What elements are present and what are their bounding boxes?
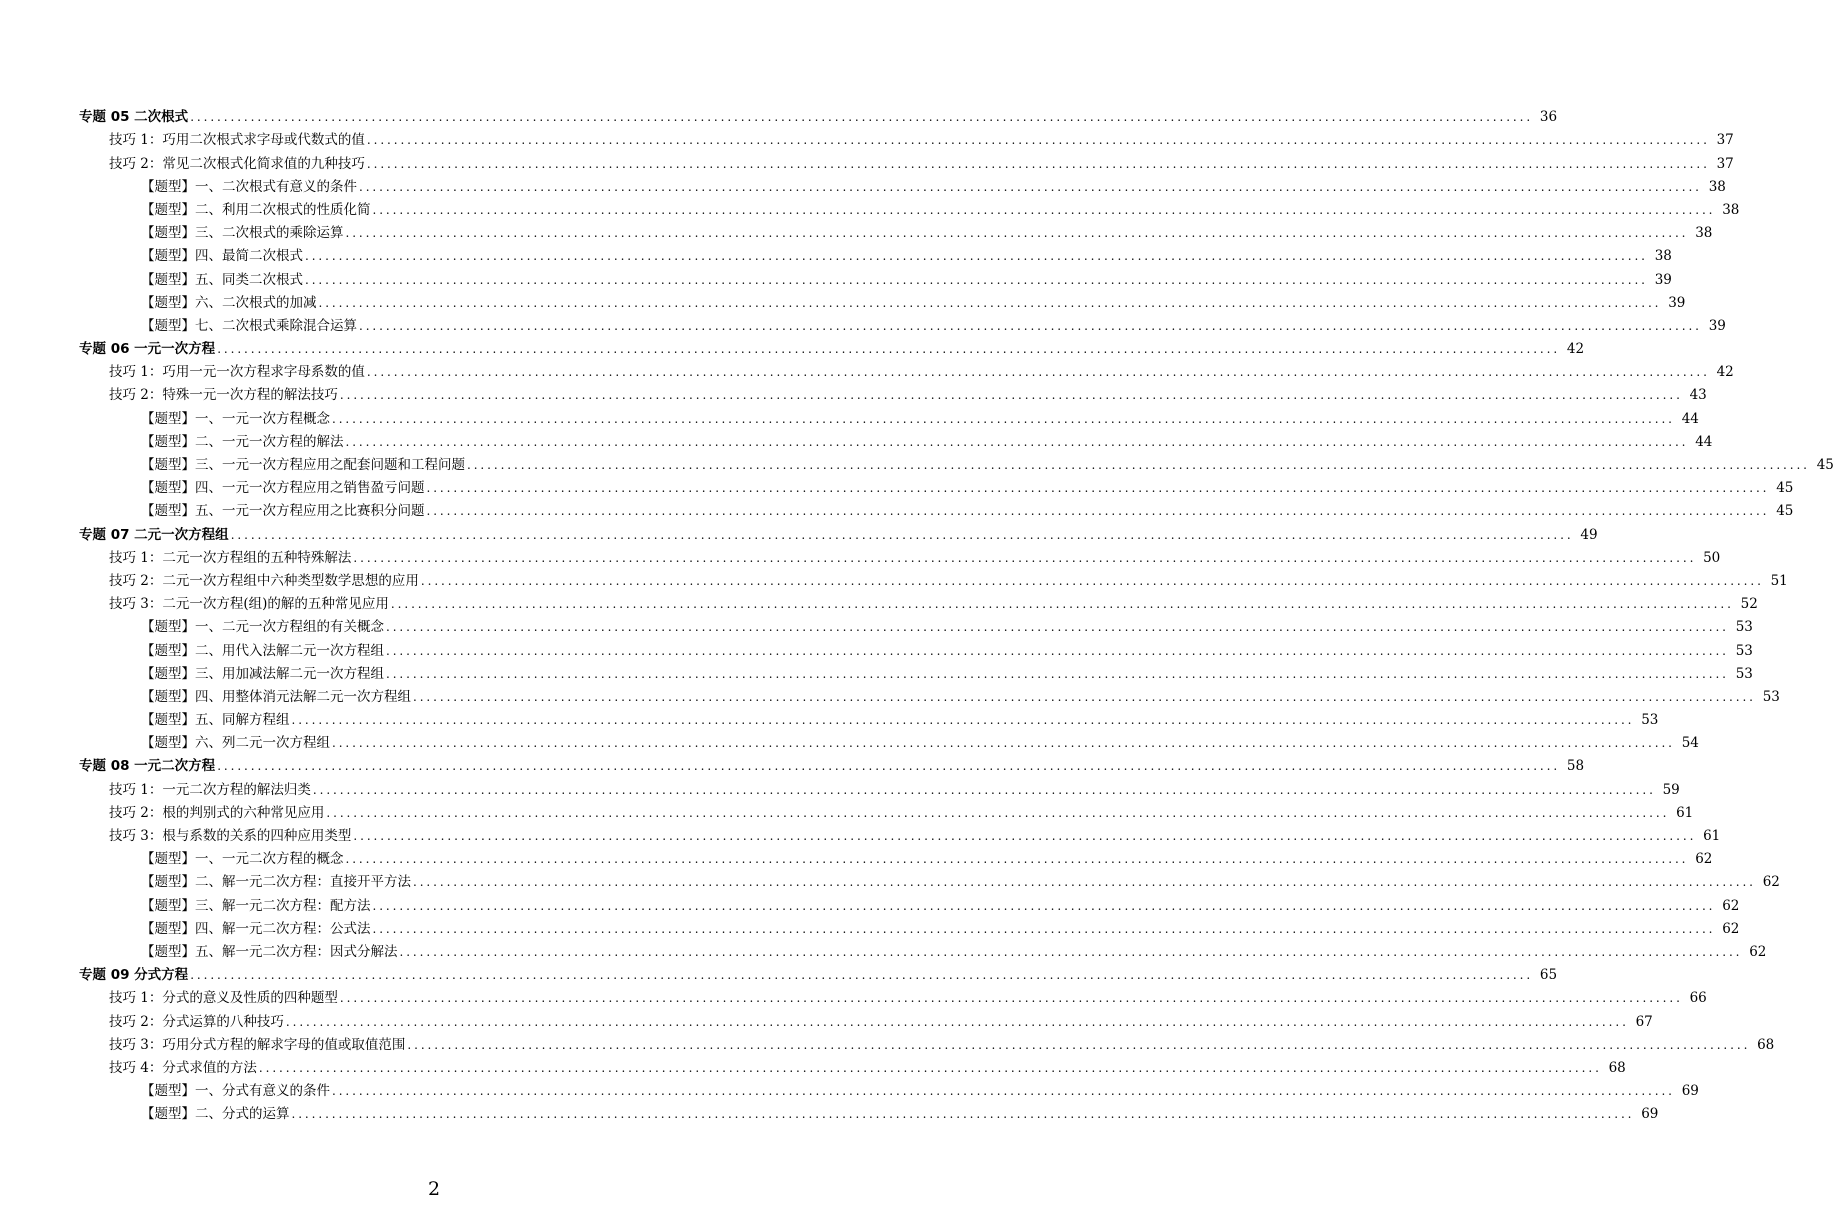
toc-entry-title: 技巧 3：巧用分式方程的解求字母的值或取值范围	[109, 1036, 406, 1053]
dot-leader: ........................................................................................................................................................................................................	[366, 133, 1710, 148]
toc-entry-page-number: 39	[1654, 271, 1672, 288]
dot-leader: ........................................................................................................................................................................................................	[332, 736, 1675, 751]
toc-technique-entry[interactable]	[0, 381, 1707, 404]
dot-leader: ........................................................................................................................................................................................................	[217, 759, 1561, 774]
toc-entry-page-number: 37	[1716, 155, 1734, 172]
toc-entry-page-number: 37	[1716, 132, 1734, 149]
toc-entry-title: 【题型】二、解一元二次方程：直接开平方法	[141, 874, 411, 891]
toc-question-type-entry[interactable]	[0, 845, 1713, 868]
toc-technique-entry[interactable]	[0, 984, 1707, 1007]
dot-leader: ........................................................................................................................................................................................................	[318, 295, 1662, 310]
dot-leader: ........................................................................................................................................................................................................	[345, 226, 1689, 241]
toc-entry-page-number: 39	[1668, 294, 1686, 311]
toc-question-type-entry[interactable]	[0, 428, 1713, 451]
toc-entry-title: 技巧 3：二元一次方程(组)的解的五种常见应用	[109, 596, 389, 613]
toc-entry-title: 【题型】一、二次根式有意义的条件	[141, 178, 357, 195]
toc-entry-title: 【题型】四、用整体消元法解二元一次方程组	[141, 688, 411, 705]
toc-question-type-entry[interactable]	[0, 474, 1794, 497]
toc-entry-title: 技巧 2：特殊一元一次方程的解法技巧	[109, 387, 338, 404]
toc-entry-page-number: 50	[1703, 549, 1721, 566]
dot-leader: ........................................................................................................................................................................................................	[291, 713, 1635, 728]
dot-leader: ........................................................................................................................................................................................................	[217, 342, 1561, 357]
toc-entry-title: 技巧 2：分式运算的八种技巧	[109, 1013, 284, 1030]
toc-question-type-entry[interactable]	[0, 173, 1726, 196]
toc-entry-page-number: 66	[1689, 990, 1707, 1007]
dot-leader: ........................................................................................................................................................................................................	[339, 991, 1683, 1006]
toc-chapter-entry[interactable]	[0, 961, 1558, 984]
dot-leader: ........................................................................................................................................................................................................	[372, 202, 1716, 217]
toc-entry-page-number: 42	[1716, 364, 1734, 381]
toc-entry-page-number: 42	[1566, 341, 1585, 358]
toc-technique-entry[interactable]	[0, 1031, 1775, 1054]
toc-technique-entry[interactable]	[0, 567, 1788, 590]
toc-question-type-entry[interactable]	[0, 915, 1740, 938]
toc-entry-page-number: 62	[1749, 943, 1767, 960]
toc-entry-page-number: 49	[1580, 526, 1598, 543]
toc-entry-title: 【题型】四、一元一次方程应用之销售盈亏问题	[141, 480, 425, 497]
dot-leader: ........................................................................................................................................................................................................	[407, 1037, 1751, 1052]
toc-entry-page-number: 43	[1689, 387, 1707, 404]
toc-chapter-entry[interactable]	[0, 103, 1558, 126]
toc-question-type-entry[interactable]	[0, 683, 1780, 706]
toc-entry-title: 【题型】七、二次根式乘除混合运算	[141, 317, 357, 334]
toc-entry-page-number: 52	[1740, 596, 1758, 613]
toc-question-type-entry[interactable]	[0, 729, 1699, 752]
toc-entry-title: 技巧 1：一元二次方程的解法归类	[109, 781, 311, 798]
toc-question-type-entry[interactable]	[0, 891, 1740, 914]
toc-entry-title: 【题型】一、二元一次方程组的有关概念	[141, 619, 384, 636]
dot-leader: ........................................................................................................................................................................................................	[332, 1084, 1675, 1099]
toc-entry-title: 【题型】一、一元二次方程的概念	[141, 851, 344, 868]
toc-question-type-entry[interactable]	[0, 636, 1753, 659]
toc-entry-title: 专题 09 分式方程	[79, 967, 189, 984]
toc-entry-title: 技巧 2：根的判别式的六种常见应用	[109, 804, 325, 821]
dot-leader: ........................................................................................................................................................................................................	[339, 388, 1683, 403]
dot-leader: ........................................................................................................................................................................................................	[467, 458, 1810, 472]
toc-entry-page-number: 61	[1676, 804, 1694, 821]
dot-leader: ........................................................................................................................................................................................................	[372, 898, 1716, 913]
toc-entry-title: 【题型】五、一元一次方程应用之比赛积分问题	[141, 503, 425, 520]
toc-entry-title: 技巧 1：巧用一元一次方程求字母系数的值	[109, 364, 365, 381]
dot-leader: ........................................................................................................................................................................................................	[359, 179, 1702, 194]
table-of-contents	[0, 103, 1834, 1123]
dot-leader: ........................................................................................................................................................................................................	[390, 597, 1734, 612]
toc-entry-title: 技巧 2：常见二次根式化简求值的九种技巧	[109, 155, 365, 172]
toc-entry-page-number: 53	[1735, 642, 1753, 659]
toc-technique-entry[interactable]	[0, 1054, 1626, 1077]
toc-entry-title: 专题 07 二元一次方程组	[79, 526, 229, 543]
dot-leader: ........................................................................................................................................................................................................	[426, 481, 1770, 496]
toc-entry-page-number: 53	[1762, 688, 1780, 705]
dot-leader: ........................................................................................................................................................................................................	[353, 829, 1697, 843]
toc-entry-page-number: 38	[1695, 225, 1713, 242]
toc-entry-title: 【题型】二、用代入法解二元一次方程组	[141, 642, 384, 659]
toc-question-type-entry[interactable]	[0, 451, 1834, 474]
toc-entry-page-number: 67	[1635, 1013, 1653, 1030]
dot-leader: ........................................................................................................................................................................................................	[190, 110, 1534, 125]
toc-entry-title: 【题型】五、同类二次根式	[141, 271, 303, 288]
toc-entry-page-number: 51	[1770, 572, 1788, 589]
toc-entry-page-number: 68	[1757, 1036, 1775, 1053]
toc-entry-page-number: 38	[1654, 248, 1672, 265]
dot-leader: ........................................................................................................................................................................................................	[312, 782, 1656, 797]
toc-question-type-entry[interactable]	[0, 1077, 1699, 1100]
toc-entry-page-number: 45	[1816, 457, 1834, 473]
toc-entry-title: 【题型】五、同解方程组	[141, 712, 290, 729]
dot-leader: ........................................................................................................................................................................................................	[190, 968, 1534, 983]
toc-chapter-entry[interactable]	[0, 752, 1585, 775]
dot-leader: ........................................................................................................................................................................................................	[413, 875, 1756, 890]
dot-leader: ........................................................................................................................................................................................................	[413, 689, 1756, 704]
toc-entry-title: 专题 06 一元一次方程	[79, 341, 216, 358]
toc-technique-entry[interactable]	[0, 799, 1694, 822]
toc-entry-page-number: 53	[1735, 619, 1753, 636]
toc-question-type-entry[interactable]	[0, 868, 1780, 891]
toc-chapter-entry[interactable]	[0, 520, 1598, 543]
toc-question-type-entry[interactable]	[0, 404, 1699, 427]
toc-technique-entry[interactable]	[0, 1007, 1653, 1030]
toc-question-type-entry[interactable]	[0, 1100, 1659, 1123]
toc-technique-entry[interactable]	[0, 822, 1721, 845]
dot-leader: ........................................................................................................................................................................................................	[399, 944, 1743, 959]
toc-question-type-entry[interactable]	[0, 613, 1753, 636]
toc-entry-title: 专题 05 二次根式	[79, 109, 189, 126]
dot-leader: ........................................................................................................................................................................................................	[372, 921, 1716, 936]
toc-entry-title: 【题型】二、利用二次根式的性质化简	[141, 201, 371, 218]
toc-question-type-entry[interactable]	[0, 706, 1659, 729]
dot-leader: ........................................................................................................................................................................................................	[386, 643, 1729, 658]
toc-entry-title: 【题型】六、列二元一次方程组	[141, 735, 330, 752]
dot-leader: ........................................................................................................................................................................................................	[353, 550, 1697, 565]
toc-entry-page-number: 38	[1708, 178, 1726, 195]
toc-entry-page-number: 62	[1722, 897, 1740, 914]
toc-entry-page-number: 61	[1703, 828, 1721, 844]
dot-leader: ........................................................................................................................................................................................................	[420, 573, 1764, 588]
toc-entry-title: 【题型】一、分式有意义的条件	[141, 1083, 330, 1100]
toc-technique-entry[interactable]	[0, 590, 1758, 613]
toc-entry-title: 【题型】三、解一元二次方程：配方法	[141, 897, 371, 914]
toc-entry-page-number: 44	[1695, 433, 1713, 450]
toc-entry-title: 【题型】三、二次根式的乘除运算	[141, 225, 344, 242]
toc-entry-page-number: 36	[1539, 109, 1558, 126]
toc-entry-page-number: 38	[1722, 201, 1740, 218]
page-number: 2	[427, 1178, 441, 1200]
toc-technique-entry[interactable]	[0, 149, 1734, 172]
toc-question-type-entry[interactable]	[0, 242, 1672, 265]
toc-entry-page-number: 59	[1662, 781, 1680, 798]
toc-entry-page-number: 45	[1776, 480, 1794, 497]
toc-entry-page-number: 58	[1566, 758, 1585, 775]
toc-entry-title: 【题型】四、解一元二次方程：公式法	[141, 920, 371, 937]
dot-leader: ........................................................................................................................................................................................................	[345, 434, 1689, 449]
toc-entry-title: 【题型】二、分式的运算	[141, 1106, 290, 1123]
toc-entry-title: 技巧 2：二元一次方程组中六种类型数学思想的应用	[109, 572, 419, 589]
toc-entry-title: 技巧 4：分式求值的方法	[109, 1059, 257, 1076]
toc-entry-title: 【题型】三、一元一次方程应用之配套问题和工程问题	[141, 457, 465, 473]
toc-technique-entry[interactable]	[0, 126, 1734, 149]
dot-leader: ........................................................................................................................................................................................................	[386, 620, 1729, 635]
toc-entry-page-number: 53	[1641, 712, 1659, 729]
dot-leader: ........................................................................................................................................................................................................	[386, 666, 1729, 681]
toc-question-type-entry[interactable]	[0, 265, 1672, 288]
toc-entry-title: 【题型】二、一元一次方程的解法	[141, 433, 344, 450]
toc-entry-title: 技巧 1：分式的意义及性质的四种题型	[109, 990, 338, 1007]
dot-leader: ........................................................................................................................................................................................................	[285, 1014, 1629, 1029]
dot-leader: ........................................................................................................................................................................................................	[366, 156, 1710, 171]
toc-question-type-entry[interactable]	[0, 289, 1686, 312]
toc-question-type-entry[interactable]	[0, 938, 1767, 961]
dot-leader: ........................................................................................................................................................................................................	[326, 805, 1670, 820]
toc-entry-title: 技巧 1：巧用二次根式求字母或代数式的值	[109, 132, 365, 149]
toc-entry-title: 技巧 3：根与系数的关系的四种应用类型	[109, 828, 352, 844]
toc-question-type-entry[interactable]	[0, 660, 1753, 683]
dot-leader: ........................................................................................................................................................................................................	[258, 1060, 1602, 1075]
toc-entry-title: 【题型】四、最简二次根式	[141, 248, 303, 265]
dot-leader: ........................................................................................................................................................................................................	[305, 249, 1648, 264]
toc-entry-title: 【题型】一、一元一次方程概念	[141, 410, 330, 427]
dot-leader: ........................................................................................................................................................................................................	[345, 852, 1689, 867]
toc-entry-page-number: 53	[1735, 665, 1753, 682]
toc-entry-page-number: 69	[1641, 1106, 1659, 1123]
toc-question-type-entry[interactable]	[0, 219, 1713, 242]
toc-technique-entry[interactable]	[0, 775, 1680, 798]
toc-entry-title: 【题型】三、用加减法解二元一次方程组	[141, 665, 384, 682]
toc-entry-title: 【题型】五、解一元二次方程：因式分解法	[141, 943, 398, 960]
toc-question-type-entry[interactable]	[0, 196, 1740, 219]
toc-entry-title: 【题型】六、二次根式的加减	[141, 294, 317, 311]
toc-entry-page-number: 62	[1695, 851, 1713, 868]
dot-leader: ........................................................................................................................................................................................................	[305, 272, 1648, 287]
toc-entry-page-number: 65	[1539, 967, 1558, 984]
toc-entry-title: 专题 08 一元二次方程	[79, 758, 216, 775]
toc-entry-page-number: 62	[1722, 920, 1740, 937]
toc-entry-page-number: 39	[1708, 317, 1726, 334]
toc-technique-entry[interactable]	[0, 358, 1734, 381]
dot-leader: ........................................................................................................................................................................................................	[230, 527, 1574, 542]
toc-entry-page-number: 54	[1681, 735, 1699, 752]
toc-entry-page-number: 69	[1681, 1083, 1699, 1100]
toc-entry-page-number: 44	[1681, 410, 1699, 427]
toc-question-type-entry[interactable]	[0, 312, 1726, 335]
dot-leader: ........................................................................................................................................................................................................	[332, 411, 1675, 426]
dot-leader: ........................................................................................................................................................................................................	[426, 504, 1770, 519]
dot-leader: ........................................................................................................................................................................................................	[366, 365, 1710, 380]
toc-entry-title: 技巧 1：二元一次方程组的五种特殊解法	[109, 549, 352, 566]
dot-leader: ........................................................................................................................................................................................................	[359, 318, 1702, 333]
toc-entry-page-number: 45	[1776, 503, 1794, 520]
toc-technique-entry[interactable]	[0, 544, 1721, 567]
dot-leader: ........................................................................................................................................................................................................	[291, 1107, 1635, 1122]
toc-entry-page-number: 62	[1762, 874, 1780, 891]
toc-question-type-entry[interactable]	[0, 497, 1794, 520]
toc-chapter-entry[interactable]	[0, 335, 1585, 358]
toc-entry-page-number: 68	[1608, 1059, 1626, 1076]
